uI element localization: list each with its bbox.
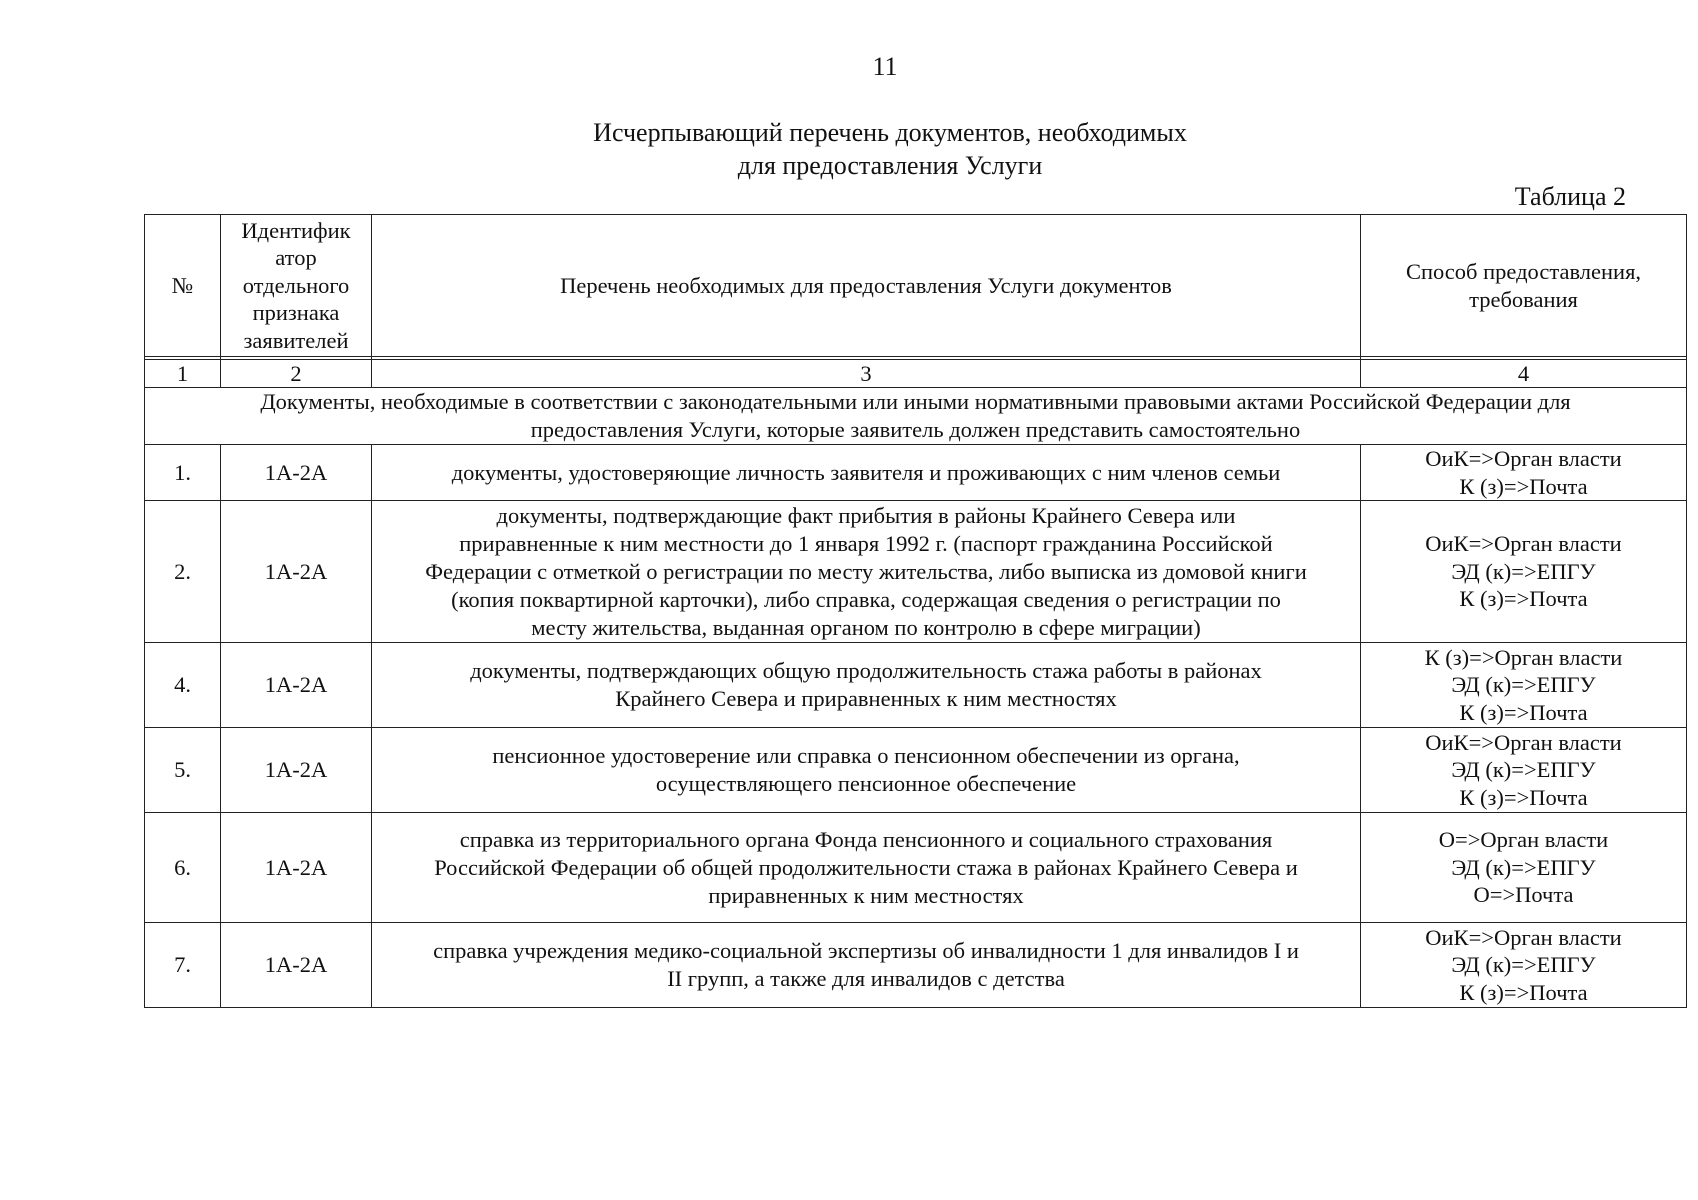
row-method: О=>Орган власти ЭД (к)=>ЕПГУ О=>Почта [1361,813,1687,923]
table-row [145,813,1687,923]
row-number: 4. [145,643,221,728]
column-number-row [145,360,1687,388]
table-row [145,445,1687,501]
table-label: Таблица 2 [1514,182,1626,211]
table-row [145,501,1687,643]
page-number: 11 [872,52,898,81]
row-applicant-id: 1А-2А [221,643,372,728]
row-document: справка из территориального органа Фонда пенсионного и социального страхования Российской Федерации об общей продолжительности стажа в районах Крайнего Севера и приравненных к ним местностях [372,813,1361,923]
row-number: 1. [145,445,221,501]
table-header-row [145,215,1687,357]
documents-table [144,214,1687,1008]
row-method: К (з)=>Орган власти ЭД (к)=>ЕПГУ К (з)=>Почта [1361,643,1687,728]
row-number: 5. [145,728,221,813]
document-title-line-2: для предоставления Услуги [737,151,1043,180]
column-number: 3 [372,360,1361,388]
row-applicant-id: 1А-2А [221,445,372,501]
row-document: документы, подтверждающих общую продолжительность стажа работы в районах Крайнего Севера и приравненных к ним местностях [372,643,1361,728]
header-documents: Перечень необходимых для предоставления Услуги документов [372,215,1361,357]
header-number: № [145,215,221,357]
column-number: 1 [145,360,221,388]
row-applicant-id: 1А-2А [221,813,372,923]
row-number: 6. [145,813,221,923]
row-method: ОиК=>Орган власти ЭД (к)=>ЕПГУ К (з)=>Почта [1361,923,1687,1008]
row-document: документы, подтверждающие факт прибытия в районы Крайнего Севера или приравненные к ним местности до 1 января 1992 г. (паспорт гражданина Российской Федерации с отметкой о регистрации по месту жительства, либо выписка из домовой книги (копия поквартирной карточки), либо справка, содержащая сведения о регистрации по месту жительства, выданная органом по контролю в сфере миграции) [372,501,1361,643]
section-heading-row [145,388,1687,445]
row-number: 7. [145,923,221,1008]
row-method: ОиК=>Орган власти К (з)=>Почта [1361,445,1687,501]
document-title [0,116,1698,182]
table-row [145,728,1687,813]
header-method: Способ предоставления, требования [1361,215,1687,357]
row-document: пенсионное удостоверение или справка о пенсионном обеспечении из органа, осуществляющего пенсионное обеспечение [372,728,1361,813]
row-applicant-id: 1А-2А [221,923,372,1008]
table-row [145,643,1687,728]
row-applicant-id: 1А-2А [221,501,372,643]
row-document: документы, удостоверяющие личность заявителя и проживающих с ним членов семьи [372,445,1361,501]
column-number: 4 [1361,360,1687,388]
row-number: 2. [145,501,221,643]
table-row [145,923,1687,1008]
document-title-line-1: Исчерпывающий перечень документов, необходимых [593,118,1187,147]
row-method: ОиК=>Орган власти ЭД (к)=>ЕПГУ К (з)=>Почта [1361,728,1687,813]
header-applicant-id: Идентифик атор отдельного признака заявителей [221,215,372,357]
row-method: ОиК=>Орган власти ЭД (к)=>ЕПГУ К (з)=>Почта [1361,501,1687,643]
row-applicant-id: 1А-2А [221,728,372,813]
row-document: справка учреждения медико-социальной экспертизы об инвалидности 1 для инвалидов I и II групп, а также для инвалидов с детства [372,923,1361,1008]
section-heading: Документы, необходимые в соответствии с законодательными или иными нормативными правовыми актами Российской Федерации для предоставления Услуги, которые заявитель должен представить самостоятельно [145,388,1687,445]
column-number: 2 [221,360,372,388]
